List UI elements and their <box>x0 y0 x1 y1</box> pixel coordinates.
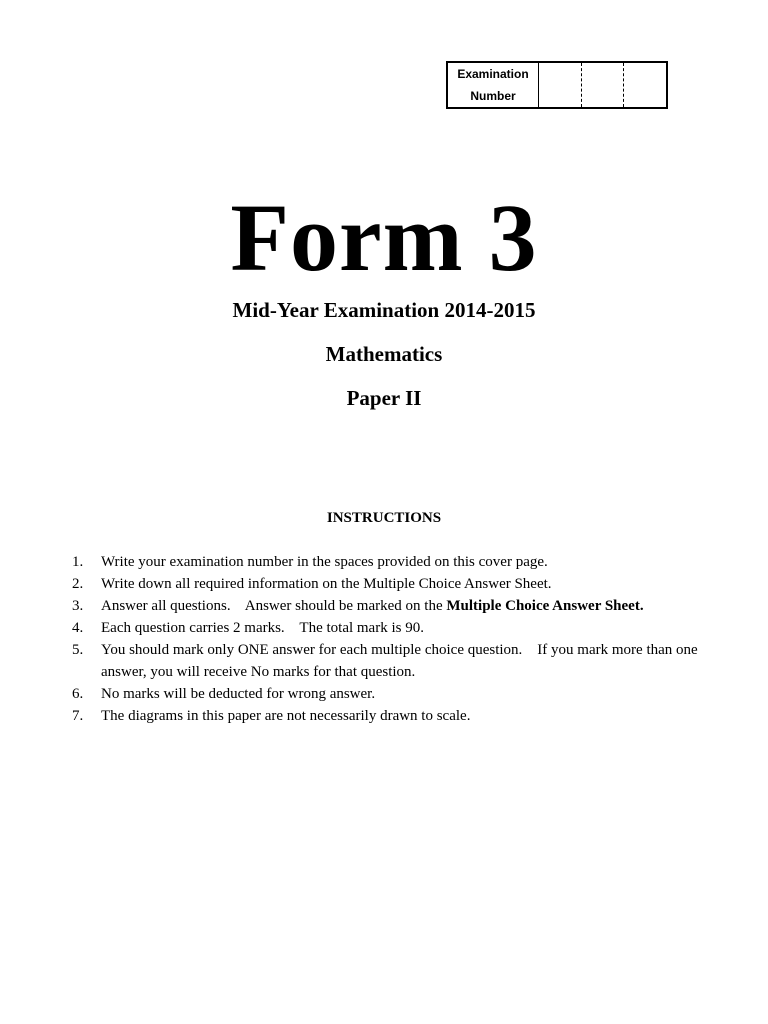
instruction-text: Each question carries 2 marks. The total mark is 90. <box>101 620 424 636</box>
exam-number-cell-1[interactable] <box>539 63 582 107</box>
paper-title: Paper II <box>346 386 422 410</box>
exam-number-cell-2[interactable] <box>582 63 625 107</box>
instructions-list <box>72 551 712 727</box>
instruction-text: No marks will be deducted for wrong answer. <box>101 686 376 702</box>
instruction-text: Answer all questions. Answer should be marked on the <box>101 598 447 614</box>
examination-label-line2: Number <box>470 89 516 103</box>
subject-title: Mathematics <box>325 342 443 366</box>
instruction-text-wrapper <box>101 595 712 617</box>
instruction-number: 1. <box>72 554 84 570</box>
examination-number-box <box>446 61 668 109</box>
instruction-item <box>72 573 712 595</box>
instruction-number: 2. <box>72 576 84 592</box>
instruction-item <box>72 683 712 705</box>
instruction-number: 5. <box>72 642 84 658</box>
examination-label-line1: Examination <box>457 67 529 81</box>
instruction-number: 4. <box>72 620 84 636</box>
instruction-text: Write your examination number in the spaces provided on this cover page. <box>101 554 548 570</box>
form-title: Form 3 <box>230 184 538 291</box>
instruction-number: 7. <box>72 708 84 724</box>
instruction-number: 6. <box>72 686 84 702</box>
instruction-bold-text: Multiple Choice Answer Sheet. <box>446 598 644 614</box>
instruction-item <box>72 617 712 639</box>
exam-subtitle: Mid-Year Examination 2014-2015 <box>232 298 536 322</box>
instruction-text: You should mark only ONE answer for each multiple choice question. If you mark more than one answer, you will receive No marks for that question. <box>101 642 702 680</box>
instruction-item <box>72 551 712 573</box>
instruction-item <box>72 639 712 683</box>
examination-number-label <box>448 63 539 107</box>
instruction-text: The diagrams in this paper are not necessarily drawn to scale. <box>101 708 471 724</box>
instruction-number: 3. <box>72 598 84 614</box>
instructions-heading: INSTRUCTIONS <box>326 510 442 526</box>
instruction-item <box>72 595 712 617</box>
exam-number-cell-3[interactable] <box>624 63 666 107</box>
instruction-item <box>72 705 712 727</box>
instruction-text: Write down all required information on the Multiple Choice Answer Sheet. <box>101 576 552 592</box>
